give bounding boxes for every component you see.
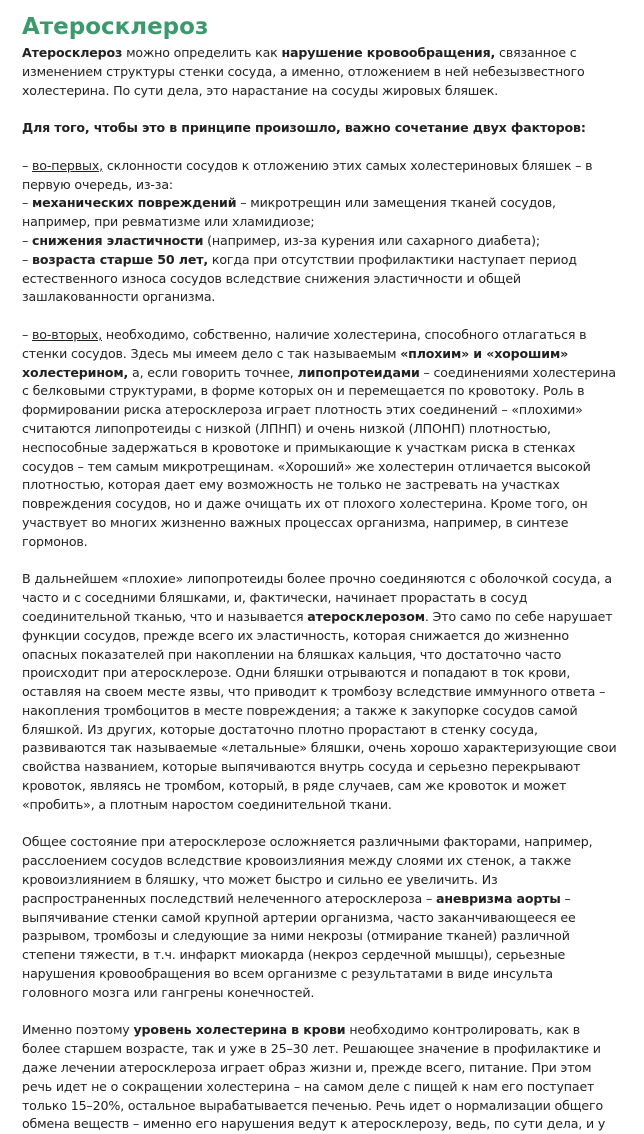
term-atherosclerosis: Атеросклероз: [22, 45, 123, 60]
list-item: – механических повреждений – микротрещин или замещения тканей сосудов, например, при ревматизме или хламидиозе;: [22, 195, 556, 230]
page-title: Атеросклероз: [22, 14, 209, 40]
paragraph-cholesterol-control: Именно поэтому уровень холестерина в крови необходимо контролировать, как в более старшем возрасте, так и уже в 25–30 лет. Решающее значение в профилактике и даже лечении атеросклероза играет образ жизни и, прежде всего, питание. При этом речь идет не о сокращении холестерина – на самом деле с пищей к нам его поступает только 15–20%, остальное вырабатывается печенью. Речь идет о нормализации общего обмена веществ – именно его нарушения ведут к атеросклерозу, ведь, по сути дела, и у: [22, 1022, 606, 1132]
paragraph-definition: Атеросклероз можно определить как нарушение кровообращения, связанное с изменением структуры стенки сосуда, а именно, отложением в ней небезызвестного холестерина. По сути дела, это нарастание на сосуды жировых бляшек.: [22, 45, 585, 98]
list-item: – возраста старше 50 лет, когда при отсутствии профилактики наступает период естественного износа сосудов вследствие снижения эластичности и общей зашлакованности организма.: [22, 251, 577, 305]
paragraph-second-factor: – во-вторых, необходимо, собственно, наличие холестерина, способного отлагаться в стенки сосудов. Здесь мы имеем дело с так называемым «плохим» и «хорошим» холестерином, а, если говорить точнее, липопротеидами – соединениями холестерина с белковыми структурами, в форме которых он и перемещается по кровотоку. Роль в формировании риска атеросклероза играет плотность этих соединений – «плохими» считаются липопротеиды с низкой (ЛПНП) и очень низкой (ЛПОНП) плотностью, неспособные задержаться в кровотоке и примыкающие к участкам риска в стенках сосудов – тем самым микротрещинам. «Хороший» же холестерин отличается высокой плотностью, которая дает ему возможность не только не застревать на участках повреждения сосудов, но и даже очищать их от плохого холестерина. Кроме того, он участвует во многих жизненно важных процессах организма, например, в синтезе гормонов.: [22, 326, 616, 549]
paragraph-first-factor: – во-первых, склонности сосудов к отложению этих самых холестериновых бляшек – в первую очередь, из-за: – механических повреждений – микротрещин или замещения тканей сосудов, например, при ревматизме или хламидиозе; – снижения эластичности (например, из-за курения или сахарного диабета); – возраста старше 50 лет, когда при отсутствии профилактики наступает период естественного износа сосудов вследствие снижения эластичности и общей зашлакованности организма.: [22, 157, 622, 307]
paragraph-complications: Общее состояние при атеросклерозе осложняется различными факторами, например, расслоением сосудов вследствие кровоизлияния между слоями их стенок, а также кровоизлиянием в бляшку, что может быстро и сильно ее увеличить. Из распространенных последствий нелеченного атеросклероза – аневризма аорты – выпячивание стенки самой крупной артерии организма, часто заканчивающееся ее разрывом, тромбозы и следующие за ними некрозы (отмирание тканей) различной степени тяжести, в т.ч. инфаркт миокарда (некроз сердечной мышцы), серьезные нарушения кровообращения во всем организме с результатами в виде инсульта головного мозга или гангрены конечностей.: [22, 834, 593, 1000]
list-item: – снижения эластичности (например, из-за курения или сахарного диабета);: [22, 232, 540, 248]
second-factor-marker: во-вторых,: [32, 326, 103, 342]
first-factor-marker: во-первых,: [32, 157, 103, 173]
paragraph-two-factors: Для того, чтобы это в принципе произошло, важно сочетание двух факторов:: [22, 120, 586, 136]
term-circulation-disorder: нарушение кровообращения,: [281, 45, 496, 60]
paragraph-progression: В дальнейшем «плохие» липопротеиды более прочно соединяются с оболочкой сосуда, а часто и с соседними бляшками, и, фактически, начинает прорастать в сосуд соединительной тканью, что и называется атеросклерозом. Это само по себе нарушает функции сосудов, прежде всего их эластичность, которая снижается до жизненно опасных показателей при накоплении на бляшках кальция, что достаточно часто происходит при атеросклерозе. Одни бляшки отрываются и попадают в ток крови, оставляя на своем месте язвы, что приводит к тромбозу вследствие иммунного ответа – накопления тромбоцитов в месте повреждения; а также к закупорке сосудов самой бляшкой. Из других, которые достаточно плотно прорастают в стенку сосуда, развиваются так называемые «летальные» бляшки, очень хорошо характеризующие свои свойства названием, которые выпячиваются внутрь сосуда и серьезно перекрывают кровоток, являясь не тромбом, который, в ряде случаев, сам же кровоток и может «пробить», а плотным наростом соединительной ткани.: [22, 571, 617, 812]
document-body: [22, 14, 622, 1134]
